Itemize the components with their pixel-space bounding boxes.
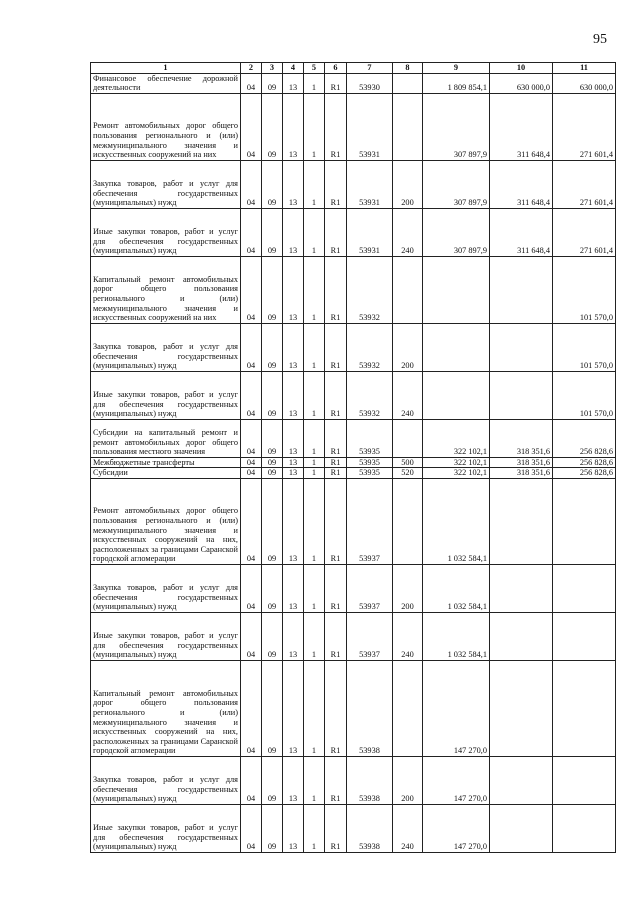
code-cell: 1 <box>304 756 325 804</box>
amount-cell <box>490 804 553 852</box>
code-cell: 04 <box>241 73 262 93</box>
code-cell: 1 <box>304 419 325 457</box>
row-name-cell: Иные закупки товаров, работ и услуг для обеспечения государственных (муниципальных) нужд <box>91 612 241 660</box>
amount-cell <box>553 804 616 852</box>
code-cell: 04 <box>241 804 262 852</box>
column-header: 7 <box>347 63 393 74</box>
code-cell: 13 <box>283 612 304 660</box>
code-cell: 1 <box>304 804 325 852</box>
amount-cell <box>490 371 553 419</box>
code-cell: 53938 <box>347 756 393 804</box>
amount-cell: 1 032 584,1 <box>423 612 490 660</box>
amount-cell: 147 270,0 <box>423 804 490 852</box>
page-number: 95 <box>593 32 607 47</box>
code-cell: 53937 <box>347 612 393 660</box>
row-name-cell: Закупка товаров, работ и услуг для обеспечения государственных (муниципальных) нужд <box>91 160 241 208</box>
code-cell: 04 <box>241 323 262 371</box>
code-cell: R1 <box>325 660 347 756</box>
code-cell: 13 <box>283 478 304 564</box>
amount-cell <box>490 564 553 612</box>
code-cell: R1 <box>325 160 347 208</box>
table-row <box>91 756 616 804</box>
table-row <box>91 612 616 660</box>
code-cell: 13 <box>283 93 304 160</box>
code-cell: 1 <box>304 93 325 160</box>
code-cell: R1 <box>325 478 347 564</box>
table-header-row <box>91 63 616 74</box>
code-cell: 09 <box>262 256 283 323</box>
table-row <box>91 323 616 371</box>
code-cell: 09 <box>262 612 283 660</box>
code-cell: R1 <box>325 612 347 660</box>
amount-cell <box>423 323 490 371</box>
column-header: 4 <box>283 63 304 74</box>
code-cell: 13 <box>283 468 304 479</box>
code-cell: 53932 <box>347 256 393 323</box>
code-cell: 09 <box>262 457 283 468</box>
amount-cell: 630 000,0 <box>553 73 616 93</box>
code-cell: 13 <box>283 564 304 612</box>
column-header: 9 <box>423 63 490 74</box>
amount-cell <box>490 478 553 564</box>
code-cell <box>393 478 423 564</box>
code-cell: 1 <box>304 208 325 256</box>
code-cell: 04 <box>241 208 262 256</box>
code-cell: 53937 <box>347 564 393 612</box>
code-cell: 200 <box>393 160 423 208</box>
amount-cell: 147 270,0 <box>423 756 490 804</box>
code-cell: 53932 <box>347 371 393 419</box>
code-cell: 09 <box>262 478 283 564</box>
code-cell: 1 <box>304 660 325 756</box>
column-header: 2 <box>241 63 262 74</box>
amount-cell <box>490 612 553 660</box>
table-row <box>91 468 616 479</box>
code-cell: 200 <box>393 564 423 612</box>
amount-cell: 256 828,6 <box>553 468 616 479</box>
amount-cell <box>423 256 490 323</box>
row-name-cell: Иные закупки товаров, работ и услуг для обеспечения государственных (муниципальных) нужд <box>91 208 241 256</box>
column-header: 3 <box>262 63 283 74</box>
amount-cell <box>490 323 553 371</box>
table-row <box>91 564 616 612</box>
code-cell: 53935 <box>347 419 393 457</box>
amount-cell: 256 828,6 <box>553 457 616 468</box>
code-cell: 04 <box>241 756 262 804</box>
amount-cell <box>490 660 553 756</box>
code-cell: 13 <box>283 256 304 323</box>
code-cell: 53930 <box>347 73 393 93</box>
code-cell: 240 <box>393 208 423 256</box>
row-name-cell: Ремонт автомобильных дорог общего пользования регионального и (или) межмуниципального значения и искусственных сооружений на них <box>91 93 241 160</box>
amount-cell: 322 102,1 <box>423 419 490 457</box>
amount-cell: 147 270,0 <box>423 660 490 756</box>
amount-cell: 101 570,0 <box>553 256 616 323</box>
code-cell: 09 <box>262 208 283 256</box>
amount-cell <box>553 564 616 612</box>
code-cell: R1 <box>325 457 347 468</box>
row-name-cell: Межбюджетные трансферты <box>91 457 241 468</box>
code-cell: 53935 <box>347 468 393 479</box>
amount-cell: 630 000,0 <box>490 73 553 93</box>
amount-cell: 256 828,6 <box>553 419 616 457</box>
row-name-cell: Иные закупки товаров, работ и услуг для обеспечения государственных (муниципальных) нужд <box>91 371 241 419</box>
code-cell: 1 <box>304 457 325 468</box>
code-cell: 04 <box>241 160 262 208</box>
code-cell: 04 <box>241 564 262 612</box>
code-cell: 04 <box>241 419 262 457</box>
code-cell: 04 <box>241 256 262 323</box>
code-cell <box>393 93 423 160</box>
amount-cell <box>553 612 616 660</box>
code-cell: R1 <box>325 93 347 160</box>
code-cell: 1 <box>304 612 325 660</box>
code-cell: 04 <box>241 457 262 468</box>
code-cell: 04 <box>241 93 262 160</box>
code-cell: 04 <box>241 371 262 419</box>
code-cell: 09 <box>262 73 283 93</box>
amount-cell <box>490 756 553 804</box>
amount-cell <box>553 478 616 564</box>
code-cell: R1 <box>325 323 347 371</box>
code-cell: 13 <box>283 208 304 256</box>
code-cell: 1 <box>304 371 325 419</box>
row-name-cell: Финансовое обеспечение дорожной деятельности <box>91 73 241 93</box>
amount-cell: 1 032 584,1 <box>423 478 490 564</box>
code-cell: R1 <box>325 208 347 256</box>
code-cell: 500 <box>393 457 423 468</box>
row-name-cell: Субсидии на капитальный ремонт и ремонт автомобильных дорог общего пользования местного значения <box>91 419 241 457</box>
amount-cell: 318 351,6 <box>490 419 553 457</box>
table-row <box>91 371 616 419</box>
table-row <box>91 660 616 756</box>
code-cell: 53932 <box>347 323 393 371</box>
budget-table <box>90 62 616 853</box>
amount-cell: 322 102,1 <box>423 468 490 479</box>
code-cell: 09 <box>262 804 283 852</box>
amount-cell: 311 648,4 <box>490 160 553 208</box>
code-cell: 240 <box>393 371 423 419</box>
code-cell: 09 <box>262 160 283 208</box>
amount-cell: 307 897,9 <box>423 208 490 256</box>
amount-cell: 311 648,4 <box>490 208 553 256</box>
code-cell: 53938 <box>347 660 393 756</box>
column-header: 6 <box>325 63 347 74</box>
code-cell: 200 <box>393 756 423 804</box>
code-cell <box>393 419 423 457</box>
code-cell: R1 <box>325 564 347 612</box>
code-cell: 09 <box>262 419 283 457</box>
code-cell: R1 <box>325 73 347 93</box>
table-row <box>91 478 616 564</box>
code-cell: R1 <box>325 468 347 479</box>
amount-cell: 101 570,0 <box>553 323 616 371</box>
code-cell <box>393 660 423 756</box>
amount-cell <box>553 756 616 804</box>
code-cell: 09 <box>262 660 283 756</box>
table-row <box>91 419 616 457</box>
row-name-cell: Закупка товаров, работ и услуг для обеспечения государственных (муниципальных) нужд <box>91 756 241 804</box>
column-header: 1 <box>91 63 241 74</box>
code-cell: 13 <box>283 756 304 804</box>
code-cell: 1 <box>304 256 325 323</box>
amount-cell: 318 351,6 <box>490 457 553 468</box>
code-cell: 04 <box>241 478 262 564</box>
code-cell: 53931 <box>347 93 393 160</box>
column-header: 8 <box>393 63 423 74</box>
code-cell: 1 <box>304 160 325 208</box>
row-name-cell: Закупка товаров, работ и услуг для обеспечения государственных (муниципальных) нужд <box>91 323 241 371</box>
code-cell: 09 <box>262 371 283 419</box>
code-cell: 13 <box>283 804 304 852</box>
code-cell: 13 <box>283 457 304 468</box>
row-name-cell: Закупка товаров, работ и услуг для обеспечения государственных (муниципальных) нужд <box>91 564 241 612</box>
row-name-cell: Капитальный ремонт автомобильных дорог общего пользования регионального и (или) межмуниципального значения и искусственных сооружений на них <box>91 256 241 323</box>
code-cell: 04 <box>241 612 262 660</box>
code-cell: 1 <box>304 73 325 93</box>
code-cell <box>393 256 423 323</box>
table-row <box>91 160 616 208</box>
column-header: 5 <box>304 63 325 74</box>
amount-cell: 1 032 584,1 <box>423 564 490 612</box>
table-row <box>91 256 616 323</box>
table-row <box>91 457 616 468</box>
code-cell: 09 <box>262 756 283 804</box>
code-cell: R1 <box>325 419 347 457</box>
code-cell: R1 <box>325 804 347 852</box>
amount-cell <box>553 660 616 756</box>
code-cell: R1 <box>325 256 347 323</box>
code-cell: 1 <box>304 564 325 612</box>
code-cell: 13 <box>283 660 304 756</box>
amount-cell: 311 648,4 <box>490 93 553 160</box>
amount-cell: 318 351,6 <box>490 468 553 479</box>
amount-cell <box>490 256 553 323</box>
row-name-cell: Иные закупки товаров, работ и услуг для обеспечения государственных (муниципальных) нужд <box>91 804 241 852</box>
code-cell: 04 <box>241 468 262 479</box>
amount-cell: 101 570,0 <box>553 371 616 419</box>
code-cell: 09 <box>262 323 283 371</box>
table-row <box>91 208 616 256</box>
code-cell: 13 <box>283 73 304 93</box>
code-cell: 240 <box>393 804 423 852</box>
code-cell: 53931 <box>347 160 393 208</box>
column-header: 10 <box>490 63 553 74</box>
code-cell: 13 <box>283 160 304 208</box>
code-cell: 53937 <box>347 478 393 564</box>
code-cell: 09 <box>262 93 283 160</box>
amount-cell: 307 897,9 <box>423 93 490 160</box>
row-name-cell: Капитальный ремонт автомобильных дорог общего пользования регионального и (или) межмуниципального значения и искусственных сооружений на них, расположенных за границами Саранской городской агломерации <box>91 660 241 756</box>
code-cell: 200 <box>393 323 423 371</box>
amount-cell: 322 102,1 <box>423 457 490 468</box>
amount-cell <box>423 371 490 419</box>
code-cell: R1 <box>325 371 347 419</box>
code-cell: 1 <box>304 468 325 479</box>
code-cell: 1 <box>304 478 325 564</box>
code-cell: 09 <box>262 564 283 612</box>
code-cell: 240 <box>393 612 423 660</box>
row-name-cell: Ремонт автомобильных дорог общего пользования регионального и (или) межмуниципального значения и искусственных сооружений на них, расположенных за границами Саранской городской агломерации <box>91 478 241 564</box>
table-row <box>91 73 616 93</box>
code-cell: 13 <box>283 323 304 371</box>
table-row <box>91 93 616 160</box>
row-name-cell: Субсидии <box>91 468 241 479</box>
code-cell: 09 <box>262 468 283 479</box>
amount-cell: 271 601,4 <box>553 160 616 208</box>
code-cell: R1 <box>325 756 347 804</box>
code-cell: 1 <box>304 323 325 371</box>
code-cell: 13 <box>283 371 304 419</box>
amount-cell: 1 809 854,1 <box>423 73 490 93</box>
code-cell: 53935 <box>347 457 393 468</box>
amount-cell: 271 601,4 <box>553 93 616 160</box>
code-cell: 13 <box>283 419 304 457</box>
code-cell: 04 <box>241 660 262 756</box>
amount-cell: 271 601,4 <box>553 208 616 256</box>
code-cell: 520 <box>393 468 423 479</box>
code-cell: 53938 <box>347 804 393 852</box>
code-cell: 53931 <box>347 208 393 256</box>
code-cell <box>393 73 423 93</box>
column-header: 11 <box>553 63 616 74</box>
table-row <box>91 804 616 852</box>
amount-cell: 307 897,9 <box>423 160 490 208</box>
